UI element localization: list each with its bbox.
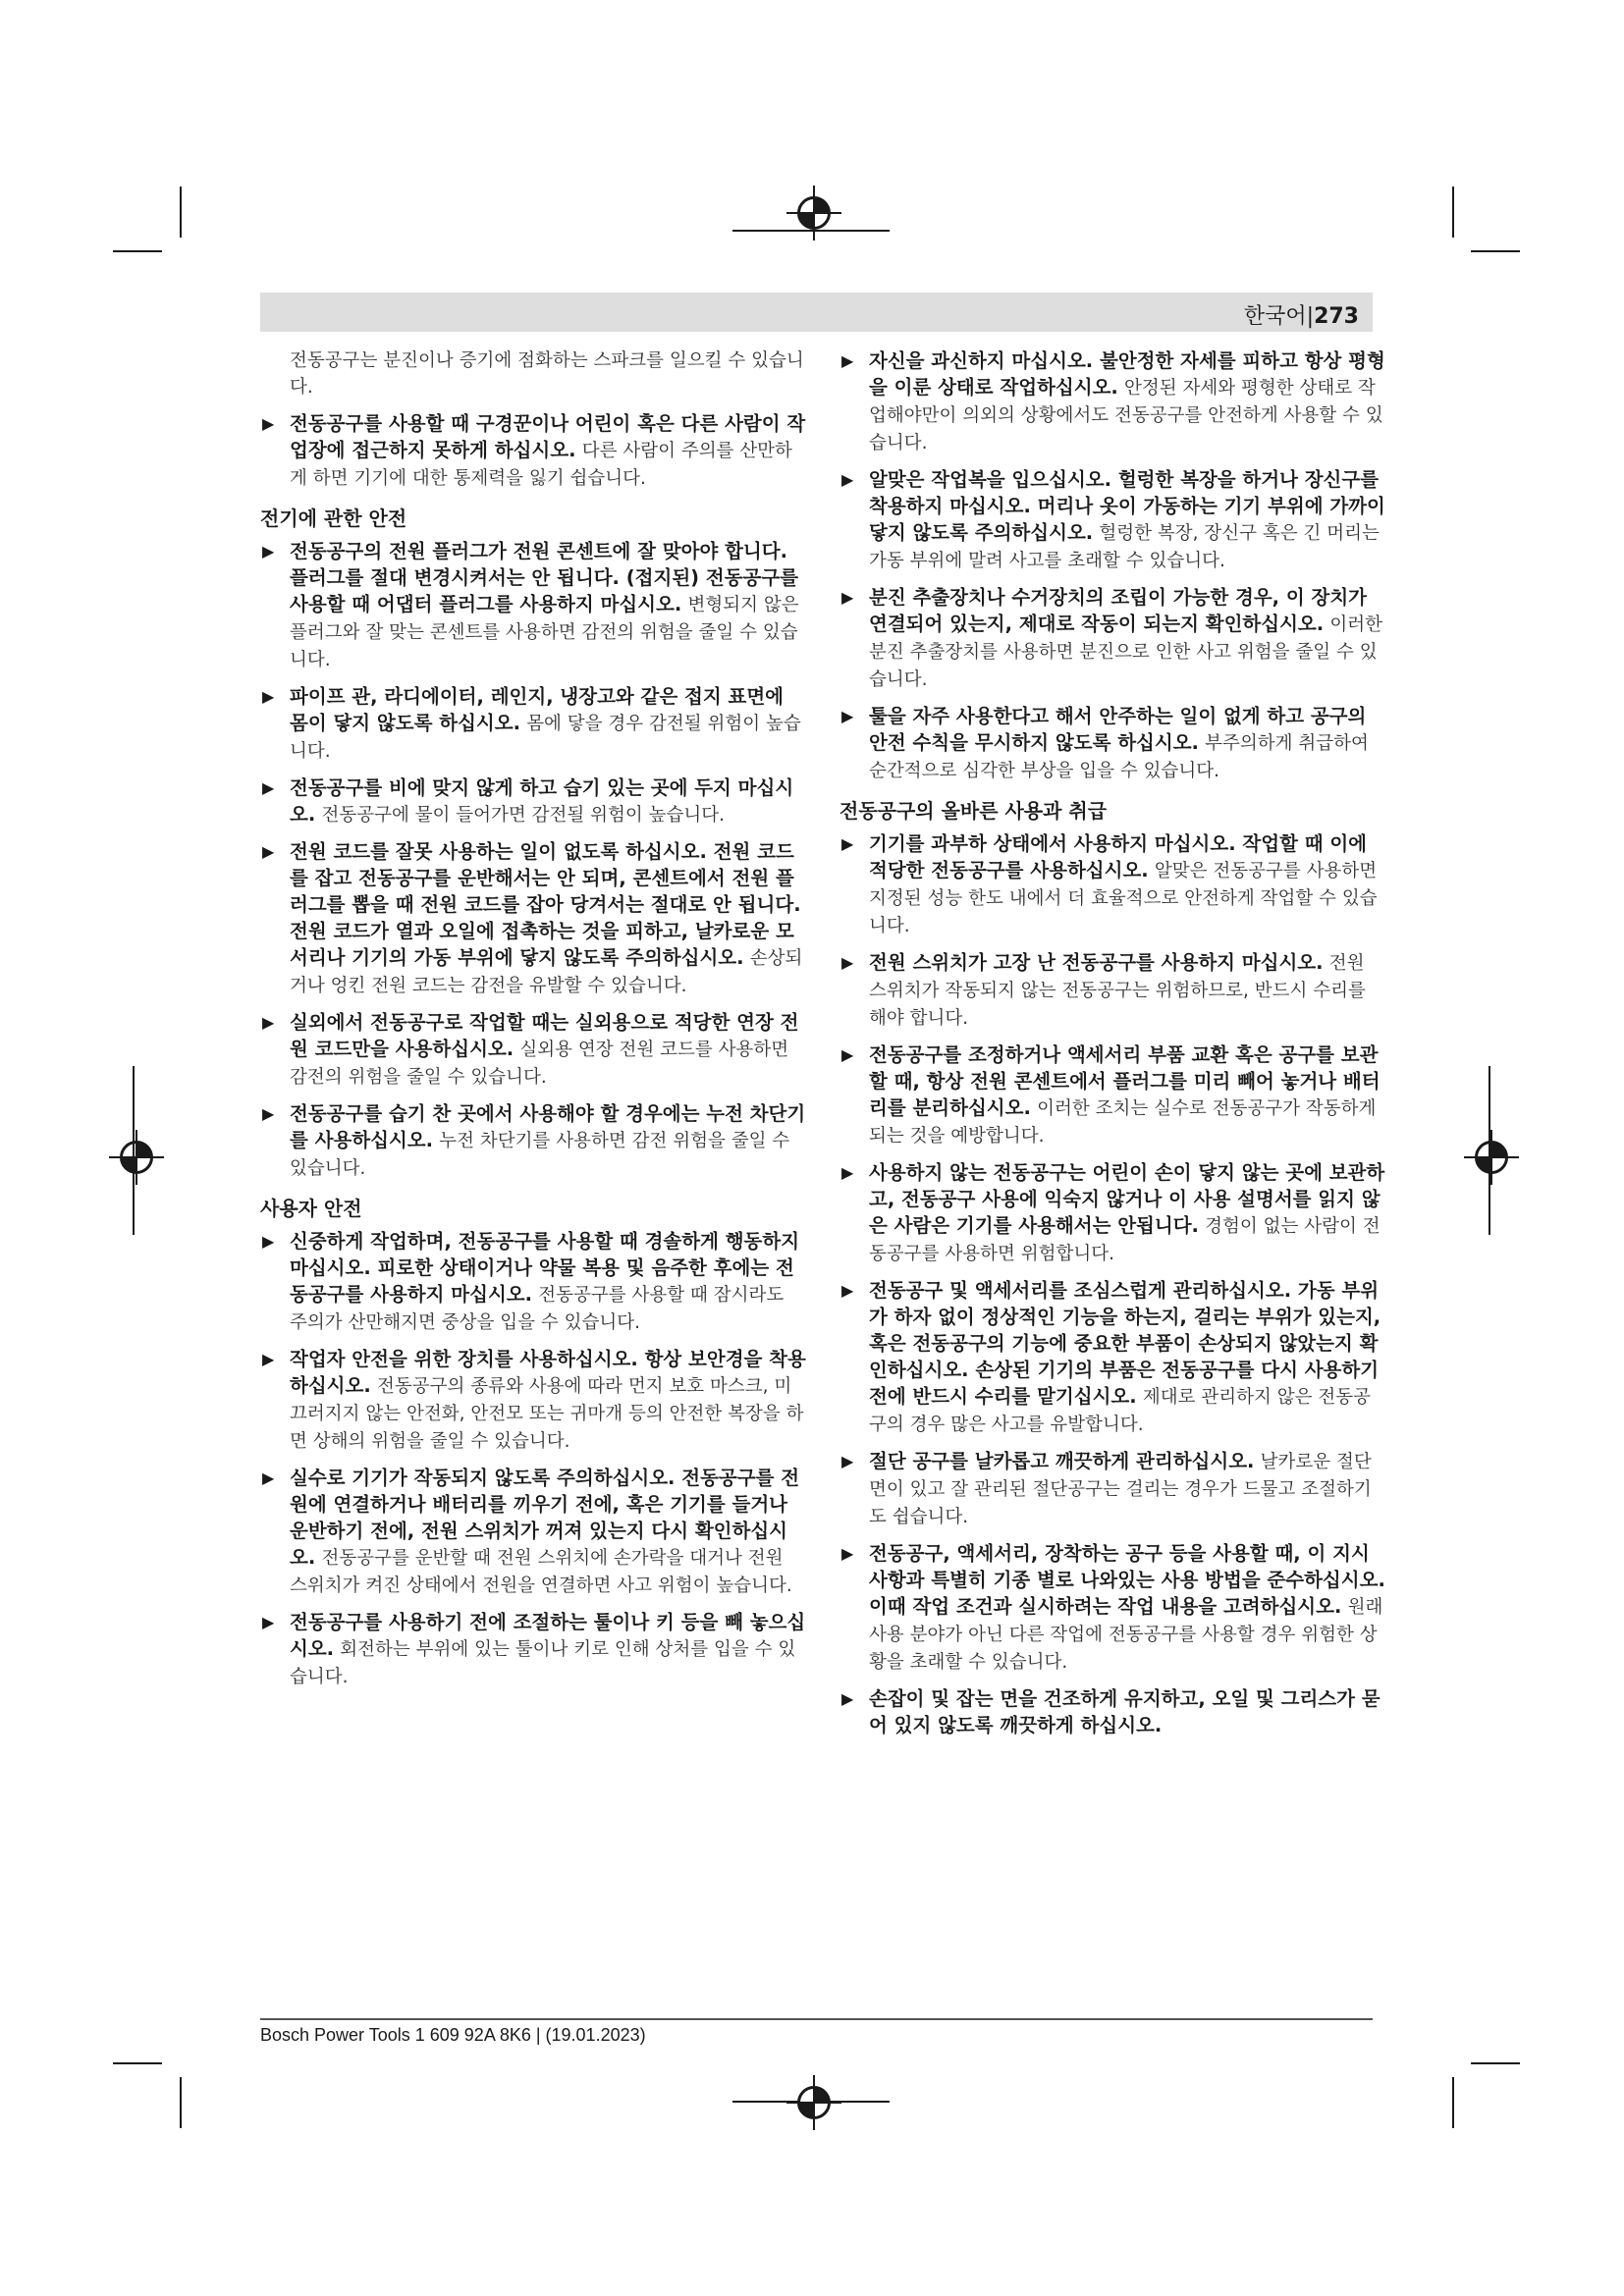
registration-mark-icon bbox=[120, 1141, 153, 1174]
footer-rule bbox=[260, 2018, 1373, 2020]
item-bold-text: 자신을 과신하지 마십시오. 불안정한 자세를 피하고 항상 평형을 이룬 상태로 작업하십시오. bbox=[869, 349, 1385, 399]
item-bold-text: 신중하게 작업하며, 전동공구를 사용할 때 경솔하게 행동하지 마십시오. 피로한 상태이거나 약물 복용 및 음주한 후에는 전동공구를 사용하지 마십시오. bbox=[290, 1230, 800, 1306]
list-item bbox=[839, 1041, 1385, 1149]
item-normal-text: 전동공구에 물이 들어가면 감전될 위험이 높습니다. bbox=[321, 805, 726, 826]
right-column bbox=[839, 347, 1385, 1748]
page-header bbox=[260, 293, 1373, 332]
item-normal-text: 날카로운 절단면이 있고 잘 관리된 절단공구는 걸리는 경우가 드물고 조절하기도 쉽습니다. bbox=[869, 1452, 1372, 1527]
list-item bbox=[260, 683, 806, 765]
item-bold-text: 툴을 자주 사용한다고 해서 안주하는 일이 없게 하고 공구의 안전 수칙을 무시하지 않도록 하십시오. bbox=[869, 705, 1367, 754]
bullet-arrow-icon: ▶ bbox=[262, 542, 275, 561]
footer-text: Bosch Power Tools 1 609 92A 8K6 | (19.01.2023) bbox=[260, 2025, 646, 2045]
bullet-arrow-icon: ▶ bbox=[262, 1350, 275, 1368]
bullet-arrow-icon: ▶ bbox=[841, 1689, 854, 1708]
list-item bbox=[839, 1540, 1385, 1676]
item-normal-text: 누전 차단기를 사용하면 감전 위험을 줄일 수 있습니다. bbox=[290, 1131, 790, 1179]
item-bold-text: 전동공구 및 액세서리를 조심스럽게 관리하십시오. 가동 부위가 하자 없이 정상적인 기능을 하는지, 걸리는 부위가 있는지, 혹은 전동공구의 기능에 중요한 부품이 손상되지 않았는지 확인하십시오. 손상된 기기의 부품은 전동공구를 다시 사용하기 전에 반드시 수리를 맡기십시오. bbox=[869, 1279, 1381, 1408]
bullet-arrow-icon: ▶ bbox=[841, 834, 854, 853]
registration-mark-icon bbox=[797, 196, 831, 230]
item-normal-text: 부주의하게 취급하여 순간적으로 심각한 부상을 입을 수 있습니다. bbox=[869, 733, 1369, 781]
crop-mark bbox=[1452, 187, 1454, 238]
bullet-arrow-icon: ▶ bbox=[262, 778, 275, 797]
list-item bbox=[260, 1228, 806, 1336]
item-bold-text: 전동공구를 비에 맞지 않게 하고 습기 있는 곳에 두지 마십시오. bbox=[290, 776, 794, 826]
item-normal-text: 안정된 자세와 평형한 상태로 작업해야만이 의외의 상황에서도 전동공구를 안전하게 사용할 수 있습니다. bbox=[869, 378, 1383, 454]
item-bold-text: 전동공구, 액세서리, 장착하는 공구 등을 사용할 때, 이 지시 사항과 특별히 기종 별로 나와있는 사용 방법을 준수하십시오. 이때 작업 조건과 실시하려는 작업 내용을 고려하십시오. bbox=[869, 1542, 1385, 1618]
item-list bbox=[839, 830, 1385, 1738]
bullet-arrow-icon: ▶ bbox=[841, 470, 854, 489]
item-list bbox=[260, 538, 806, 1182]
crop-mark bbox=[133, 1066, 135, 1235]
bullet-arrow-icon: ▶ bbox=[841, 1163, 854, 1182]
item-normal-text: 전원 스위치가 작동되지 않는 전동공구는 위험하므로, 반드시 수리를 해야 합니다. bbox=[869, 953, 1366, 1029]
bullet-arrow-icon: ▶ bbox=[841, 707, 854, 725]
list-item bbox=[839, 466, 1385, 574]
continued-text: 전동공구는 분진이나 증기에 점화하는 스파크를 일으킬 수 있습니다. bbox=[290, 350, 804, 398]
item-list bbox=[260, 1228, 806, 1690]
list-item bbox=[260, 774, 806, 828]
item-normal-text: 실외용 연장 전원 코드를 사용하면 감전의 위험을 줄일 수 있습니다. bbox=[290, 1040, 789, 1088]
list-item bbox=[260, 1346, 806, 1455]
crop-mark bbox=[180, 187, 182, 238]
item-list bbox=[839, 347, 1385, 784]
crop-mark bbox=[1471, 2062, 1520, 2064]
item-list bbox=[260, 410, 806, 492]
item-normal-text: 전동공구의 종류와 사용에 따라 먼지 보호 마스크, 미끄러지지 않는 안전화, 안전모 또는 귀마개 등의 안전한 복장을 하면 상해의 위험을 줄일 수 있습니다. bbox=[290, 1376, 804, 1452]
item-normal-text: 알맞은 전동공구를 사용하면 지정된 성능 한도 내에서 더 효율적으로 안전하게 작업할 수 있습니다. bbox=[869, 861, 1378, 936]
item-normal-text: 변형되지 않은 플러그와 잘 맞는 콘센트를 사용하면 감전의 위험을 줄일 수 있습니다. bbox=[290, 595, 799, 670]
item-bold-text: 실수로 기기가 작동되지 않도록 주의하십시오. 전동공구를 전원에 연결하거나 배터리를 끼우기 전에, 혹은 기기를 들거나 운반하기 전에, 전원 스위치가 꺼져 있는지 다시 확인하십시오. bbox=[290, 1467, 800, 1569]
item-bold-text: 전동공구를 사용하기 전에 조절하는 툴이나 키 등을 빼 놓으십시오. bbox=[290, 1611, 806, 1660]
item-bold-text: 기기를 과부하 상태에서 사용하지 마십시오. 작업할 때 이에 적당한 전동공구를 사용하십시오. bbox=[869, 832, 1368, 881]
item-bold-text: 전원 코드를 잘못 사용하는 일이 없도록 하십시오. 전원 코드를 잡고 전동공구를 운반해서는 안 되며, 콘센트에서 전원 플러그를 뽑을 때 전원 코드를 잡아 당겨서는 절대로 안 됩니다. 전원 코드가 열과 오일에 접촉하는 것을 피하고, 날카로운 모서리나 기기의 가동 부위에 닿지 않도록 주의하십시오. bbox=[290, 840, 801, 969]
bullet-arrow-icon: ▶ bbox=[262, 1468, 275, 1487]
item-bold-text: 사용하지 않는 전동공구는 어린이 손이 닿지 않는 곳에 보관하고, 전동공구 사용에 익숙지 않거나 이 사용 설명서를 읽지 않은 사람은 기기를 사용해서는 안됩니다. bbox=[869, 1161, 1385, 1237]
item-bold-text: 작업자 안전을 위한 장치를 사용하십시오. 항상 보안경을 착용하십시오. bbox=[290, 1348, 806, 1397]
bullet-arrow-icon: ▶ bbox=[262, 842, 275, 861]
item-bold-text: 파이프 관, 라디에이터, 레인지, 냉장고와 같은 접지 표면에 몸이 닿지 않도록 하십시오. bbox=[290, 685, 784, 734]
bullet-arrow-icon: ▶ bbox=[262, 1104, 275, 1123]
list-item bbox=[839, 1448, 1385, 1530]
list-item bbox=[839, 584, 1385, 693]
list-item bbox=[839, 1685, 1385, 1738]
list-item bbox=[260, 410, 806, 492]
item-bold-text: 분진 추출장치나 수거장치의 조립이 가능한 경우, 이 장치가 연결되어 있는지, 제대로 작동이 되는지 확인하십시오. bbox=[869, 586, 1368, 635]
crop-mark bbox=[1471, 250, 1520, 252]
list-item bbox=[260, 1009, 806, 1091]
item-bold-text: 전동공구를 조정하거나 액세서리 부품 교환 혹은 공구를 보관할 때, 항상 전원 콘센트에서 플러그를 미리 빼어 놓거나 배터리를 분리하십시오. bbox=[869, 1043, 1380, 1119]
bullet-arrow-icon: ▶ bbox=[841, 1281, 854, 1300]
item-normal-text: 이러한 분진 추출장치를 사용하면 분진으로 인한 사고 위험을 줄일 수 있습니다. bbox=[869, 614, 1383, 690]
item-bold-text: 알맞은 작업복을 입으십시오. 헐렁한 복장을 하거나 장신구를 착용하지 마십시오. 머리나 옷이 가동하는 기기 부위에 가까이 닿지 않도록 주의하십시오. bbox=[869, 468, 1385, 544]
left-column bbox=[260, 347, 806, 1700]
crop-mark bbox=[1489, 1066, 1490, 1235]
section-heading-user-safety: 사용자 안전 bbox=[260, 1197, 362, 1220]
crop-mark bbox=[180, 2077, 182, 2128]
list-item bbox=[839, 703, 1385, 784]
item-bold-text: 절단 공구를 날카롭고 깨끗하게 관리하십시오. bbox=[869, 1450, 1255, 1472]
registration-mark-icon bbox=[797, 2086, 831, 2119]
item-bold-text: 전동공구를 사용할 때 구경꾼이나 어린이 혹은 다른 사람이 작업장에 접근하지 못하게 하십시오. bbox=[290, 412, 806, 461]
item-normal-text: 전동공구를 사용할 때 잠시라도 주의가 산만해지면 중상을 입을 수 있습니다. bbox=[290, 1285, 785, 1333]
bullet-arrow-icon: ▶ bbox=[262, 414, 275, 433]
item-normal-text: 원래 사용 분야가 아닌 다른 작업에 전동공구를 사용할 경우 위험한 상황을 초래할 수 있습니다. bbox=[869, 1597, 1383, 1673]
item-bold-text: 전동공구를 습기 찬 곳에서 사용해야 할 경우에는 누전 차단기를 사용하십시오. bbox=[290, 1102, 806, 1151]
section-heading-electrical: 전기에 관한 안전 bbox=[260, 507, 407, 530]
item-bold-text: 실외에서 전동공구로 작업할 때는 실외용으로 적당한 연장 전원 코드만을 사용하십시오. bbox=[290, 1011, 799, 1060]
bullet-arrow-icon: ▶ bbox=[262, 1013, 275, 1032]
item-normal-text: 전동공구를 운반할 때 전원 스위치에 손가락을 대거나 전원 스위치가 켜진 상태에서 전원을 연결하면 사고 위험이 높습니다. bbox=[290, 1548, 792, 1596]
list-item bbox=[839, 347, 1385, 456]
section-heading-usage: 전동공구의 올바른 사용과 취급 bbox=[839, 799, 1108, 823]
page-number: 273 bbox=[1314, 304, 1359, 329]
list-item bbox=[260, 1465, 806, 1599]
bullet-arrow-icon: ▶ bbox=[841, 588, 854, 607]
item-normal-text: 경험이 없는 사람이 전동공구를 사용하면 위험합니다. bbox=[869, 1216, 1380, 1264]
item-normal-text: 회전하는 부위에 있는 툴이나 키로 인해 상처를 입을 수 있습니다. bbox=[290, 1639, 796, 1687]
crop-mark bbox=[113, 250, 162, 252]
bullet-arrow-icon: ▶ bbox=[262, 687, 275, 706]
item-normal-text: 손상되거나 엉킨 전원 코드는 감전을 유발할 수 있습니다. bbox=[290, 948, 803, 996]
bullet-arrow-icon: ▶ bbox=[262, 1613, 275, 1631]
item-normal-text: 제대로 관리하지 않은 전동공구의 경우 많은 사고를 유발합니다. bbox=[869, 1387, 1371, 1435]
list-item bbox=[839, 830, 1385, 939]
crop-mark bbox=[732, 230, 890, 232]
item-normal-text: 헐렁한 복장, 장신구 혹은 긴 머리는 가동 부위에 말려 사고를 초래할 수 있습니다. bbox=[869, 523, 1380, 571]
list-item bbox=[260, 1609, 806, 1690]
bullet-arrow-icon: ▶ bbox=[262, 1232, 275, 1251]
bullet-arrow-icon: ▶ bbox=[841, 1544, 854, 1563]
item-bold-text: 전원 스위치가 고장 난 전동공구를 사용하지 마십시오. bbox=[869, 951, 1324, 974]
list-item bbox=[260, 1100, 806, 1182]
item-normal-text: 이러한 조치는 실수로 전동공구가 작동하게 되는 것을 예방합니다. bbox=[869, 1098, 1377, 1147]
list-item bbox=[839, 1159, 1385, 1267]
list-item bbox=[839, 949, 1385, 1032]
header-text bbox=[1244, 299, 1359, 330]
bullet-arrow-icon: ▶ bbox=[841, 1452, 854, 1470]
item-bold-text: 전동공구의 전원 플러그가 전원 콘센트에 잘 맞아야 합니다. 플러그를 절대 변경시켜서는 안 됩니다. (접지된) 전동공구를 사용할 때 어댑터 플러그를 사용하지 마십시오. bbox=[290, 540, 799, 615]
item-normal-text: 다른 사람이 주의를 산만하게 하면 기기에 대한 통제력을 잃기 쉽습니다. bbox=[290, 441, 792, 489]
list-item bbox=[839, 1277, 1385, 1438]
item-bold-text: 손잡이 및 잡는 면을 건조하게 유지하고, 오일 및 그리스가 묻어 있지 않도록 깨끗하게 하십시오. bbox=[869, 1687, 1380, 1736]
registration-mark-icon bbox=[1475, 1141, 1508, 1174]
list-item bbox=[260, 838, 806, 999]
header-separator: | bbox=[1306, 304, 1315, 329]
header-language: 한국어 bbox=[1243, 304, 1307, 329]
crop-mark bbox=[113, 2062, 162, 2064]
list-item bbox=[260, 538, 806, 673]
crop-mark bbox=[1452, 2077, 1454, 2128]
bullet-arrow-icon: ▶ bbox=[841, 1045, 854, 1064]
item-normal-text: 몸에 닿을 경우 감전될 위험이 높습니다. bbox=[290, 714, 801, 762]
bullet-arrow-icon: ▶ bbox=[841, 953, 854, 972]
bullet-arrow-icon: ▶ bbox=[841, 351, 854, 370]
